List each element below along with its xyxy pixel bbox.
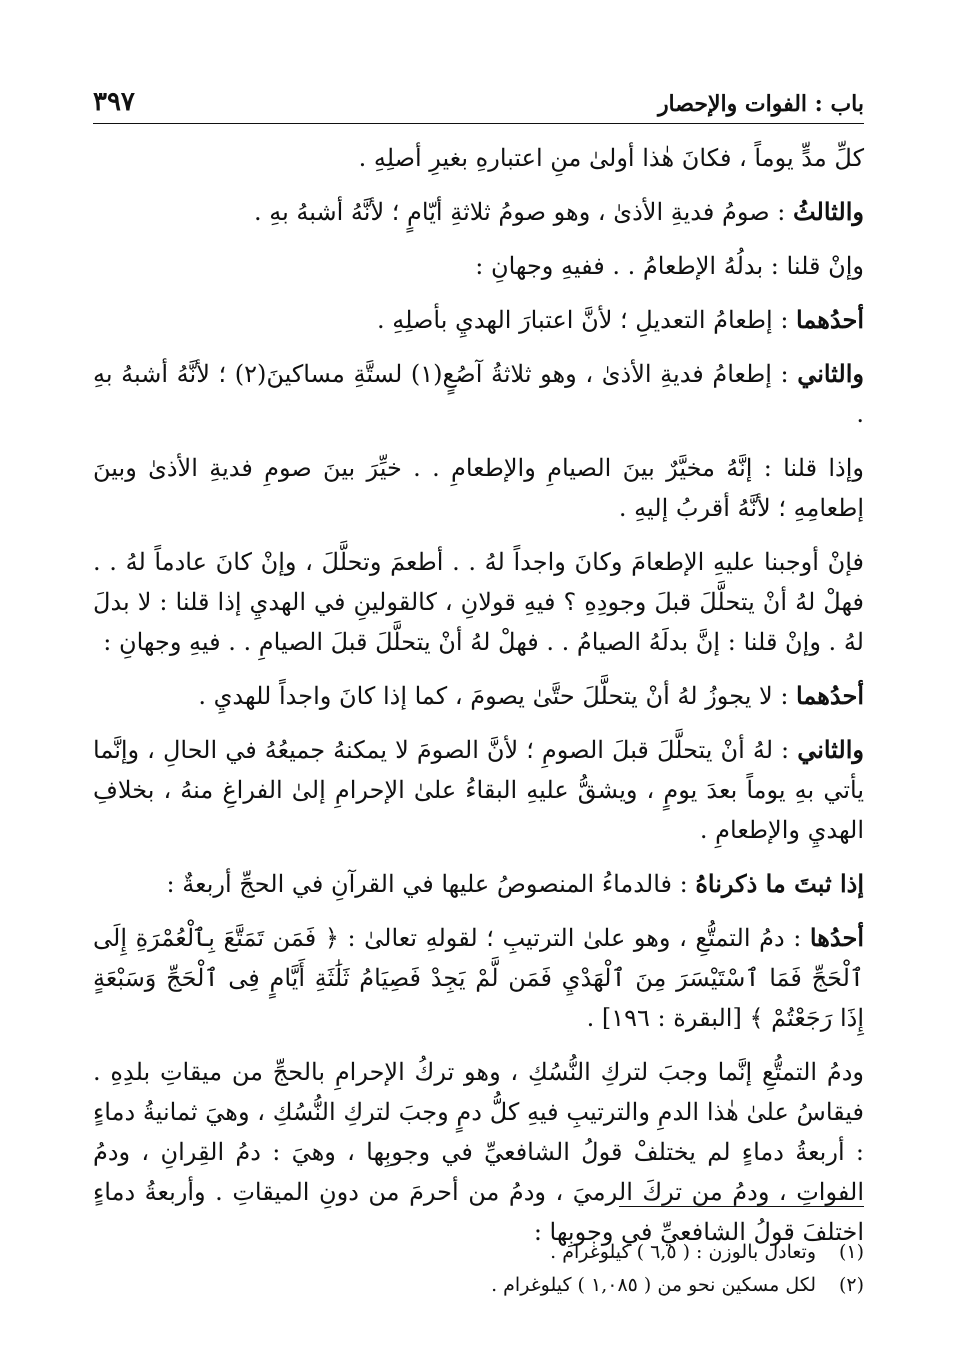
paragraph-text: : دمُ التمتُّعِ ، وهو علىٰ الترتيبِ ؛ لقولهِ تعالىٰ : ﴿ فَمَن تَمَتَّعَ بِٱلْعُمْرَةِ إِلَى ٱلْحَجِّ فَمَا ٱسْتَيْسَرَ مِنَ ٱلْهَدْيِ فَمَن لَّمْ يَجِدْ فَصِيَامُ ثَلَٰثَةِ أَيَّامٍ فِى ٱلْحَجِّ وَسَبْعَةٍ إِذَا رَجَعْتُمْ ﴾ [البقرة : ١٩٦] . (93, 924, 864, 1032)
paragraph-text: وإنْ قلنا : بدلُهُ الإطعامُ . . ففيهِ وجهانِ : (475, 252, 864, 280)
footnote-divider (619, 1206, 864, 1207)
paragraph (93, 918, 864, 1038)
footnote (93, 1236, 864, 1269)
paragraph-text: : صومُ فديةِ الأذىٰ ، وهو صومُ ثلاثةِ أيّامٍ ؛ لأنَّهُ أشبهُ بهِ . (253, 198, 793, 226)
paragraph-lead: أحدُهما (796, 305, 864, 334)
paragraph-lead: والثالثُ (792, 197, 864, 226)
paragraph (93, 354, 864, 434)
paragraph-text: : لا يجوزُ لهُ أنْ يتحلَّلَ حتَّىٰ يصومَ ، كما إذا كانَ واجداً للهديِ . (198, 682, 797, 710)
paragraph-lead: إذا ثبتَ ما ذكرناهُ (695, 869, 864, 898)
footnote-mark: (٢) (838, 1274, 864, 1296)
main-text (93, 138, 864, 1266)
paragraph-text: فإنْ أوجبنا عليهِ الإطعامَ وكانَ واجداً لهُ . . أطعمَ وتحلَّلَ ، وإنْ كانَ عادماً لهُ . . فهلْ لهُ أنْ يتحلَّلَ قبلَ وجودِهِ ؟ فيهِ قولانِ ، كالقولينِ في الهديِ إذا قلنا : لا بدلَ لهُ . وإنْ قلنا : إنَّ بدلَهُ الصيامُ . . فهلْ لهُ أنْ يتحلَّلَ قبلَ الصيامِ . . فيهِ وجهانِ : (93, 548, 864, 656)
paragraph (93, 448, 864, 528)
paragraph (93, 1052, 864, 1252)
paragraph-text: : لهُ أنْ يتحلَّلَ قبلَ الصومِ ؛ لأنَّ الصومَ لا يمكنهُ جميعُهُ في الحالِ ، وإنَّما يأتي بهِ يوماً بعدَ يومٍ ، ويشقُّ عليهِ البقاءُ علىٰ الإحرامِ إلىٰ الفراغِ منهُ ، بخلافِ الهديِ والإطعامِ . (93, 736, 864, 844)
paragraph (93, 676, 864, 716)
footnotes (93, 1236, 864, 1302)
paragraph-lead: أحدُهما (796, 681, 864, 710)
paragraph-lead: والثاني (797, 735, 864, 764)
paragraph-lead: والثاني (797, 359, 864, 388)
paragraph (93, 300, 864, 340)
paragraph (93, 246, 864, 286)
paragraph (93, 730, 864, 850)
footnote-text: وتعادل بالوزن : ( ٦,٥ ) كيلوغرام . (550, 1241, 816, 1263)
chapter-title: باب : الفوات والإحصار (657, 91, 864, 117)
paragraph-text: كلِّ مدٍّ يوماً ، فكانَ هٰذا أولىٰ منِ اعتبارهِ بغيرِ أصلِهِ . (358, 144, 864, 172)
paragraph-text: : إطعامُ فديةِ الأذىٰ ، وهو ثلاثةُ آصُعٍ(١) لستَّةِ مساكينَ(٢) ؛ لأنَّهُ أشبهُ بهِ . (93, 360, 864, 428)
paragraph (93, 542, 864, 662)
page-header (93, 78, 864, 124)
footnote-mark: (١) (838, 1241, 864, 1263)
paragraph-text: ودمُ التمتُّعِ إنَّما وجبَ لتركِ النُّسُكِ ، وهو تركُ الإحرامِ بالحجِّ من ميقاتِ بلدِهِ . فيقاسُ علىٰ هٰذا الدمِ والترتيبِ فيهِ كلُّ دمٍ وجبَ لتركِ النُّسُكِ ، وهيَ ثمانيةُ دماءٍ : أربعةُ دماءٍ لم يختلفْ قولُ الشافعيِّ في وجوبِها ، وهيَ : دمُ القِرانِ ، ودمُ الفواتِ ، ودمُ من تركَ الرميَ ، ودمُ من أحرمَ من دونِ الميقاتِ . وأربعةُ دماءٍ اختلفَ قولُ الشافعيِّ في وجوبِها : (93, 1058, 864, 1246)
paragraph-lead: أحدُها (809, 923, 864, 952)
paragraph-text: : إطعامُ التعديلِ ؛ لأنَّ اعتبارَ الهديِ بأصلِهِ . (376, 306, 797, 334)
paragraph (93, 138, 864, 178)
footnote (93, 1269, 864, 1302)
page-number: ٣٩٧ (93, 87, 135, 117)
paragraph (93, 192, 864, 232)
paragraph-text: وإذا قلنا : إنَّهُ مخيَّرٌ بينَ الصيامِ والإطعامِ . . خيِّرَ بينَ صومِ فديةِ الأذىٰ وبينَ إطعامِهِ ؛ لأنَّهُ أقربُ إليهِ . (93, 454, 864, 522)
paragraph-text: : فالدماءُ المنصوصُ عليها في القرآنِ في الحجِّ أربعةٌ : (166, 870, 696, 898)
paragraph (93, 864, 864, 904)
footnote-text: لكل مسكين نحو من ( ١,٠٨٥ ) كيلوغرام . (491, 1274, 816, 1296)
